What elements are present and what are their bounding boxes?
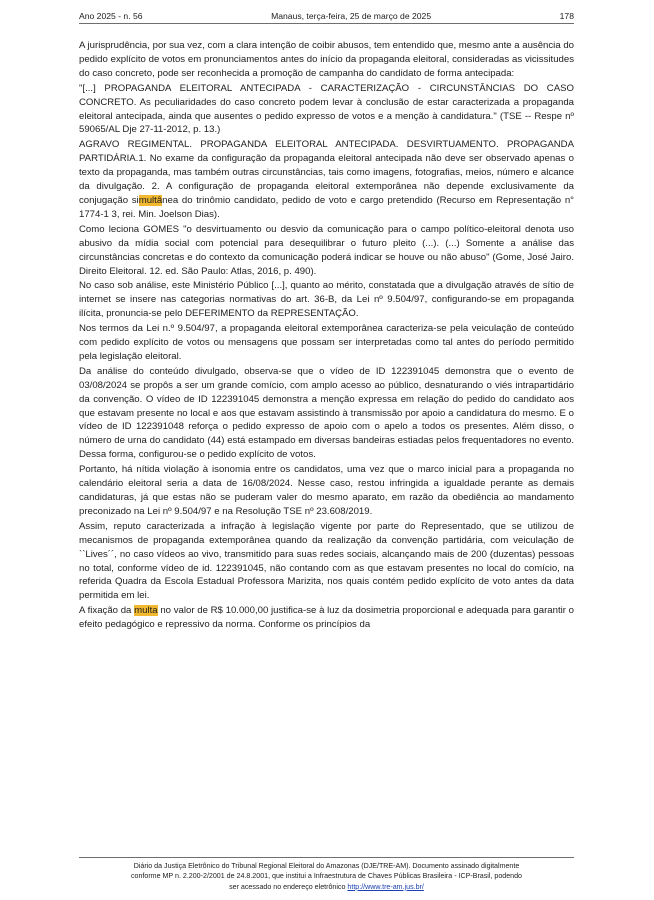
footer-divider [79,857,574,858]
text-segment: no valor de R$ 10.000,00 justifica-se à luz da dosimetria proporcional e adequada para garantir o efeito pedagógico e repressivo da norma. Conforme os princípios da [79,605,574,631]
tre-am-link[interactable]: http://www.tre-am.jus.br/ [347,882,424,891]
text-segment: nea do trinômio candidato, pedido de voto e cargo pretendido (Recurso em Representação n° 1774-1 3, rei. Min. Joelson Dias). [79,194,575,220]
quote-paragraph: "[...] PROPAGANDA ELEITORAL ANTECIPADA - CARACTERIZAÇÃO - CIRCUNSTÂNCIAS DO CASO CONCRETO. As peculiaridades do caso concreto podem levar à conclusão de estar caracterizada a propaganda eleitoral antecipada, ainda que ausentes o pedido expresso de votos e a menção à candidatura." (TSE -- Respe nº 59065/AL Dje 27-11-2012, p. 13.) [79,82,574,136]
paragraph: Nos termos da Lei n.º 9.504/97, a propaganda eleitoral extemporânea caracteriza-se pela veiculação de conteúdo com pedido explícito de votos ou mensagens que possam ser interpretadas como tal antes do período permitido pela legislação eleitoral. [79,323,574,362]
location-date: Manaus, terça-feira, 25 de março de 2025 [271,11,432,21]
paragraph [79,604,574,632]
page-number: 178 [559,11,574,21]
text-segment: AGRAVO REGIMENTAL. PROPAGANDA ELEITORAL ANTECIPADA. DESVIRTUAMENTO. PROPAGANDA PARTIDÁRIA.1. No exame da configuração da propaganda eleitoral antecipada não deve ser observado apenas o texto da propaganda, mas também outras circunstâncias, tais como imagens, fotografias, meios, número e alcance da divulgação. 2. A configuração de propaganda eleitoral extemporânea não depende exclusivamente da conjugação si [79,139,574,206]
document-body [79,39,574,633]
page-footer [79,861,574,892]
text-segment: A fixação da [79,605,135,617]
issue-number: Ano 2025 - n. 56 [79,11,143,21]
footer-line: conforme MP n. 2.200-2/2001 de 24.8.2001, que institui a Infraestrutura de Chaves Públicas Brasileira - ICP-Brasil, podendo [130,872,523,881]
paragraph: Como leciona GOMES "o desvirtuamento ou desvio da comunicação para o campo político-eleitoral denota uso abusivo da mídia social com potencial para desequilibrar o futuro pleito (...). (...) Somente a análise das circunstâncias concretas e do contexto da comunicação poderá indicar se houve ou não abuso" (Gome, José Jairo. Direito Eleitoral. 12. ed. São Paulo: Atlas, 2016, p. 490). [79,223,574,277]
header-divider [79,23,574,24]
paragraph: No caso sob análise, este Ministério Público [...], quanto ao mérito, constatada que a divulgação através de sítio de internet se insere nas categorias normativas do art. 36-B, da Lei nº 9.504/97, configurando-se em propaganda ilícita, pronuncia-se pelo DEFERIMENTO da REPRESENTAÇÃO. [79,280,574,320]
search-highlight: multa [134,605,158,617]
search-highlight: multâ [138,194,163,206]
paragraph: Assim, reputo caracterizada a infração à legislação vigente por parte do Representado, que se utilizou de mecanismos de propaganda extemporânea quando da realização da convenção partidária, com veiculação de ``Lives´´, no caso vídeos ao vivo, transmitido para suas redes sociais, alcançando mais de 200 (duzentas) pessoas no total, conforme vídeo de id. 122391045, não contando com as que estavam presentes no local do comício, na referida Quadra da Escola Estadual Professora Marizita, nos quais contém pedido explícito de voto antes da data permitida em lei. [79,520,574,602]
paragraph: Portanto, há nítida violação à isonomia entre os candidatos, uma vez que o marco inicial para a propaganda no calendário eleitoral seria a data de 16/08/2024. Nesse caso, restou infringida a igualdade perante as demais candidaturas, já que estas não se puderam valer do mesmo aparato, em razão da obediência ao mandamento preconizado na Lei nº 9.504/97 e na Resolução TSE nº 23.608/2019. [79,464,574,517]
footer-line [79,882,574,892]
paragraph: Da análise do conteúdo divulgado, observa-se que o vídeo de ID 122391045 demonstra que o evento de 03/08/2024 se propôs a ser um grande comício, com amplo acesso ao público, desnaturando o viés intrapartidário da convenção. O vídeo de ID 122391045 demonstra a menção expressa em relação do pedido do candidato aos que estavam presente no local e aos que estavam assistindo à transmissão por apoio a candidatura do mesmo. E o vídeo de ID 122391048 reforça o pedido expresso de apoio com o apelo a todos os presentes. Além disso, o número de urna do candidato (44) está estampado em diversas bandeiras estiadas pelos frequentadores no evento. Dessa forma, configurou-se o pedido explícito de votos. [79,365,574,461]
page-header [79,9,574,23]
quote-paragraph [79,138,574,221]
footer-line: Diário da Justiça Eletrônico do Tribunal Regional Eleitoral do Amazonas (DJE/TRE-AM). Documento assinado digitalmente [133,862,520,870]
paragraph: A jurisprudência, por sua vez, com a clara intenção de coibir abusos, tem entendido que, mesmo ante a ausência do pedido explícito de votos em pronunciamentos antes do início da propaganda eleitoral, consideradas as vicissitudes do caso concreto, pode ser reconhecida a promoção de campanha do candidato de forma antecipada: [79,40,574,79]
footer-text: ser acessado no endereço eletrônico [229,882,348,891]
